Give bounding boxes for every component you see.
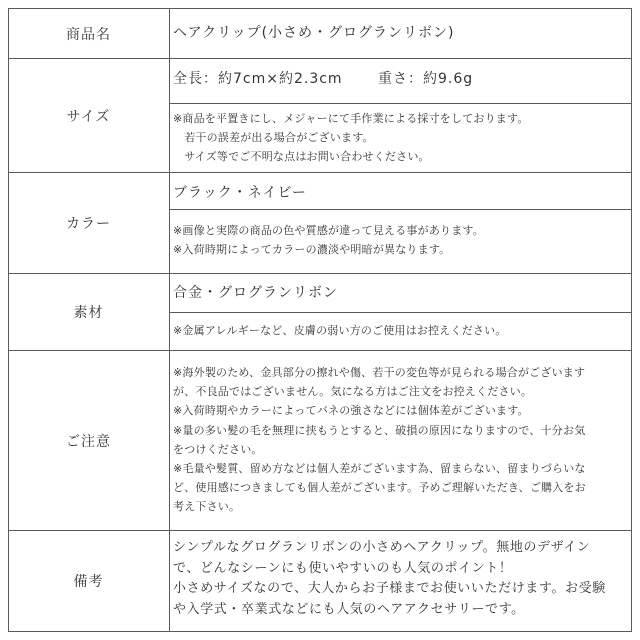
column-divider xyxy=(169,8,170,632)
text-remarks: シンプルなグログランリボンの小さめヘアクリップ。無地のデザイン で、どんなシーンにも使いやすいのも人気のポイント！ 小さめサイズなので、大人からお子様までお使いいただけます。お受験 や入学式・卒業式などにも人気のヘアアクセサリーです。 xyxy=(173,540,606,617)
table-border-right xyxy=(631,8,632,632)
sub-divider xyxy=(169,103,632,104)
value-color: ブラック・ネイビー xyxy=(173,185,307,201)
label-caution: ご注意 xyxy=(66,433,111,450)
product-spec-table xyxy=(8,8,632,632)
label-size: サイズ xyxy=(66,108,111,125)
note-caution: ※海外製のため、金具部分の擦れや傷、若干の変色等が見られる場合がございます が、不良品ではございません。気になる方はご注文をお控えください。 ※入荷時期やカラーによってバネの強さなどには個体差がございます。 ※量の多い髪の毛を無理に挟もうとすると、破損の原因になりますので、十分お気 をつけください。 ※毛量や髪質、留め方などは個人差がございます為、留まらない、留まりづらいな ど、使用感につきましても個人差がございます。予めご理解いただき、ご購入をお 考え下さい。 xyxy=(173,366,586,514)
label-material: 素材 xyxy=(73,305,104,321)
value-product-name: ヘアクリップ(小さめ・グログランリボン) xyxy=(173,25,455,41)
table-border-bottom xyxy=(8,631,632,632)
value-size: 全長：約7cm×約2.3cm 重さ：約9.6g xyxy=(173,71,474,87)
sub-divider xyxy=(169,312,632,313)
label-color: カラー xyxy=(66,216,111,232)
note-material: ※金属アレルギーなど、皮膚の弱い方のご使用はお控えください。 xyxy=(173,324,507,337)
value-material: 合金・グログランリボン xyxy=(173,285,338,301)
label-remarks: 備考 xyxy=(73,574,104,590)
note-size: ※商品を平置きにし、メジャーにて手作業による採寸をしております。 若干の誤差が出る場合がございます。 サイズ等でご不明な点はお問い合わせください。 xyxy=(173,112,529,164)
label-product-name: 商品名 xyxy=(66,26,111,43)
note-color: ※画像と実際の商品の色や質感が違って見える事があります。 ※入荷時期によってカラーの濃淡や明暗が異なります。 xyxy=(173,224,484,257)
sub-divider xyxy=(169,209,632,210)
